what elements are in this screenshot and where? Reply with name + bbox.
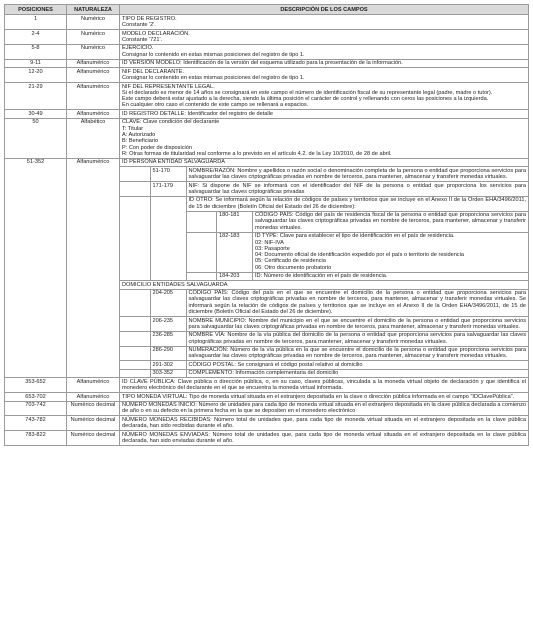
header-nature: NATURALEZA — [67, 5, 120, 15]
position-cell: 703-742 — [5, 401, 67, 416]
field-title: NIF DEL REPRESENTANTE LEGAL. — [122, 83, 215, 90]
header-description: DESCRIPCIÓN DE LOS CAMPOS — [120, 5, 529, 15]
description-cell — [120, 118, 529, 158]
field-text: Consignar lo contenido en estas mismas posiciones del registro de tipo 1. — [122, 51, 305, 58]
sub-indent — [187, 272, 217, 280]
sub-row — [187, 272, 529, 280]
sub-row — [120, 369, 528, 377]
sub-row — [120, 281, 528, 289]
field-text: 05: Certificado de residencia — [255, 258, 326, 265]
sub-position: 236-285 — [150, 331, 186, 346]
position-cell: 21-29 — [5, 82, 67, 109]
field-text: En cualquier otro caso el contenido de este campo se rellenará a espacios. — [122, 102, 309, 109]
sub-position: 171-179 — [150, 182, 186, 197]
sub-description — [186, 196, 528, 280]
position-cell: 12-20 — [5, 68, 67, 83]
field-text: Consignar lo contenido en estas mismas posiciones del registro de tipo 1. — [122, 75, 305, 82]
nature-cell: Alfanumérico — [67, 393, 120, 401]
field-text: P: Con poder de disposición — [122, 144, 192, 151]
sub-table-persona — [120, 159, 528, 378]
table-row — [5, 110, 529, 118]
sub-row — [120, 316, 528, 331]
sub-indent — [120, 167, 150, 182]
table-row — [5, 401, 529, 416]
table-row — [5, 431, 529, 446]
position-cell: 653-702 — [5, 393, 67, 401]
sub-position: 286-290 — [150, 346, 186, 361]
table-row — [5, 393, 529, 401]
position-cell: 30-49 — [5, 110, 67, 118]
sub-row — [120, 289, 528, 316]
sub-indent — [120, 196, 150, 280]
sub-indent — [120, 316, 150, 331]
position-cell: 1 — [5, 15, 67, 30]
position-cell: 783-822 — [5, 431, 67, 446]
sub-position: 180-181 — [217, 211, 253, 232]
description-cell: NÚMERO MONEDAS ENVIADAS: Número total de unidades que, para cada tipo de moneda virtual situada en el extranjero depositada en la clave pública declarada, han sido enviadas durante el año. — [120, 431, 529, 446]
field-text: 03: Pasaporte — [255, 245, 290, 252]
sub-description: COMPLEMENTO: Información complementaria del domicilio — [186, 369, 528, 377]
description-cell — [120, 158, 529, 378]
nature-cell: Numérico decimal — [67, 416, 120, 431]
sub-indent — [120, 346, 150, 361]
header-row — [5, 5, 529, 15]
field-text: 06: Otro documento probatorio — [255, 264, 332, 271]
nature-cell: Alfabético — [67, 118, 120, 158]
sub-row — [120, 331, 528, 346]
description-cell — [120, 15, 529, 30]
field-title: TIPO DE REGISTRO. — [122, 15, 177, 22]
field-text: Constante '2'. — [122, 22, 156, 29]
field-text: Si el declarado es menor de 14 años se consignará en este campo el número de identificación fiscal de su representante legal (padre, madre o tutor). — [122, 89, 493, 96]
nature-cell: Numérico decimal — [67, 401, 120, 416]
field-text: T: Titular — [122, 125, 144, 132]
description-cell — [120, 82, 529, 109]
description-cell: NÚMERO MONEDAS RECIBIDAS: Número total de unidades que, para cada tipo de moneda virtual situada en el extranjero depositada en la clave pública declarada, han sido recibidas durante el año. — [120, 416, 529, 431]
sub-description: NUMERACIÓN: Número de la vía pública en la que se encuentre el domicilio de la persona o entidad que proporciona servicios para salvaguardar las claves criptográficas privadas en nombre de terceros, para mantener, almacenar y transferir monedas virtuales. — [186, 346, 528, 361]
sub-row — [120, 196, 528, 280]
sub-position — [150, 196, 186, 280]
position-cell: 50 — [5, 118, 67, 158]
table-row — [5, 68, 529, 83]
sub-indent — [120, 331, 150, 346]
sub-description: CÓDIGO POSTAL: Se consignará el código postal relativo al domicilio — [186, 361, 528, 369]
position-cell: 2-4 — [5, 30, 67, 45]
sub-position: 291-302 — [150, 361, 186, 369]
position-cell: 743-782 — [5, 416, 67, 431]
field-title: CLAVE: Clave condición del declarante — [122, 119, 220, 126]
sub-position: 51-170 — [150, 167, 186, 182]
sub-indent — [187, 232, 217, 272]
field-text: R: Otras formas de titularidad real conforme a lo previsto en el artículo 4.2. de la Ley 10/2010, de 28 de abril. — [122, 150, 392, 157]
description-cell: ID CLAVE PÚBLICA: Clave pública o dirección pública, o, en su caso, claves públicas, vinculada a la moneda virtual objeto de declaración y que identifica el monedero electrónico del declarante en el que se encuentra la moneda virtual informada. — [120, 378, 529, 393]
field-text: B: Beneficiario — [122, 138, 159, 145]
nature-cell: Numérico — [67, 30, 120, 45]
sub-description: NOMBRE/RAZÓN: Nombre y apellidos o razón social o denominación completa de la persona o entidad que proporciona servicios para salvaguardar las claves criptográficas privadas en nombre de terceros, para mantener, almacenar y transferir monedas virtuales. — [186, 167, 528, 182]
field-text: 04: Documento oficial de identificación expedido por el país o territorio de residencia — [255, 252, 464, 259]
sub-position: 184-203 — [217, 272, 253, 280]
nature-cell: Numérico — [67, 44, 120, 59]
record-layout-table — [4, 4, 529, 446]
field-title: EJERCICIO. — [122, 45, 154, 52]
sub-description: NOMBRE MUNICIPIO: Nombre del municipio en el que se encuentre el domicilio de la persona o entidad que proporciona servicios para salvaguardar las claves criptográficas privadas en nombre de terceros, para mantener, almacenar y transferir monedas virtuales. — [186, 316, 528, 331]
sub-indent — [120, 289, 150, 316]
sub-indent — [120, 369, 150, 377]
table-row — [5, 59, 529, 67]
table-row — [5, 44, 529, 59]
table-row — [5, 416, 529, 431]
position-cell: 51-352 — [5, 158, 67, 378]
field-title: MODELO DECLARACIÓN. — [122, 30, 190, 37]
table-row — [5, 118, 529, 158]
description-cell: NÚMERO MONEDAS INICIO: Número de unidades para cada tipo de moneda virtual situada en el extranjero depositada en la clave pública declarada a comienzo de año o en su defecto en la primera fecha en la que se depositen en el monedero electrónico — [120, 401, 529, 416]
position-cell: 5-8 — [5, 44, 67, 59]
description-cell: TIPO MONEDA VIRTUAL: Tipo de moneda virtual situada en el extranjero depositada en la clave o dirección pública informada en el campo "IDClavePública". — [120, 393, 529, 401]
table-row — [5, 378, 529, 393]
sub-indent — [187, 211, 217, 232]
field-text: A: Autorizado — [122, 131, 156, 138]
table-row — [5, 82, 529, 109]
sub-row — [187, 197, 529, 211]
description-cell: ID VERSIÓN MODELO: Identificación de la versión del esquema utilizado para la presentación de la información. — [120, 59, 529, 67]
table-row — [5, 30, 529, 45]
field-title: NIF DEL DECLARANTE. — [122, 68, 184, 75]
nature-cell: Alfanumérico — [67, 378, 120, 393]
section-title: DOMICILIO ENTIDADES SALVAGUARDA — [120, 281, 528, 289]
sub-indent — [120, 182, 150, 197]
sub-table-id-otro — [187, 197, 529, 280]
nature-cell: Alfanumérico — [67, 158, 120, 378]
sub-position: 204-205 — [150, 289, 186, 316]
description-cell — [120, 44, 529, 59]
header-positions: POSICIONES — [5, 5, 67, 15]
nature-cell: Numérico — [67, 15, 120, 30]
nature-cell: Numérico decimal — [67, 431, 120, 446]
field-text: Constante '721'. — [122, 36, 163, 43]
sub-indent — [120, 361, 150, 369]
position-cell: 9-11 — [5, 59, 67, 67]
sub-description: CÓDIGO PAÍS: Código del país de residencia fiscal de la persona o entidad que proporciona servicios para salvaguardar las claves criptográficas privadas en nombre de terceros, para mantener, almacenar y transferir monedas virtuales. — [253, 211, 529, 232]
section-title: ID PERSONA ENTIDAD SALVAGUARDA — [120, 159, 528, 167]
sub-row — [187, 232, 529, 272]
field-text: Este campo deberá estar ajustado a la derecha, siendo la última posición el carácter de control y rellenando con ceros las posiciones a la izquierda. — [122, 96, 489, 103]
sub-position: 182-183 — [217, 232, 253, 272]
description-cell — [120, 30, 529, 45]
sub-description: NOMBRE VÍA: Nombre de la vía pública del domicilio de la persona o entidad que proporciona servicios para salvaguardar las claves criptográficas privadas en nombre de terceros, para mantener, almacenar y transferir monedas virtuales. — [186, 331, 528, 346]
sub-description — [253, 232, 529, 272]
nature-cell: Alfanumérico — [67, 110, 120, 118]
description-cell — [120, 68, 529, 83]
sub-row — [120, 346, 528, 361]
sub-position: 206-235 — [150, 316, 186, 331]
sub-position: 303-352 — [150, 369, 186, 377]
nature-cell: Alfanumérico — [67, 68, 120, 83]
sub-row — [120, 167, 528, 182]
nature-cell: Alfanumérico — [67, 82, 120, 109]
field-text: 02: NIF-IVA — [255, 239, 284, 246]
description-cell: ID REGISTRO DETALLE: Identificador del registro de detalle — [120, 110, 529, 118]
sub-row — [187, 211, 529, 232]
nature-cell: Alfanumérico — [67, 59, 120, 67]
sub-row — [120, 159, 528, 167]
table-row — [5, 158, 529, 378]
sub-row — [120, 361, 528, 369]
position-cell: 353-652 — [5, 378, 67, 393]
sub-description: NIF: Si dispone de NIF se informará con el identificador del NIF de la persona o entidad que proporciona los servicios para salvaguardar las claves criptográficas privadas — [186, 182, 528, 197]
field-text: ID TYPE: Clave para establecer el tipo de identificación en el país de residencia. — [255, 233, 455, 240]
sub-description: CÓDIGO PAÍS: Código del país en el que se encuentre el domicilio de la persona o entidad que proporciona servicios para salvaguardar las claves criptográficas privadas en nombre de terceros, para mantener, almacenar y transferir monedas virtuales. Se informará según la relación de códigos de países y territorios que se incluye en el Anexo II de la Orden EHA/3496/2011, de 15 de diciembre (Boletín Oficial del Estado del 26 de diciembre). — [186, 289, 528, 316]
id-otro-text: ID OTRO: Se informará según la relación de códigos de países y territorios que se incluye en el Anexo II de la Orden EHA/3496/2011, de 15 de diciembre (Boletín Oficial del Estado del 26 de diciembre): — [188, 197, 526, 210]
sub-description: ID: Número de identificación en el país de residencia. — [253, 272, 529, 280]
sub-row — [120, 182, 528, 197]
table-row — [5, 15, 529, 30]
